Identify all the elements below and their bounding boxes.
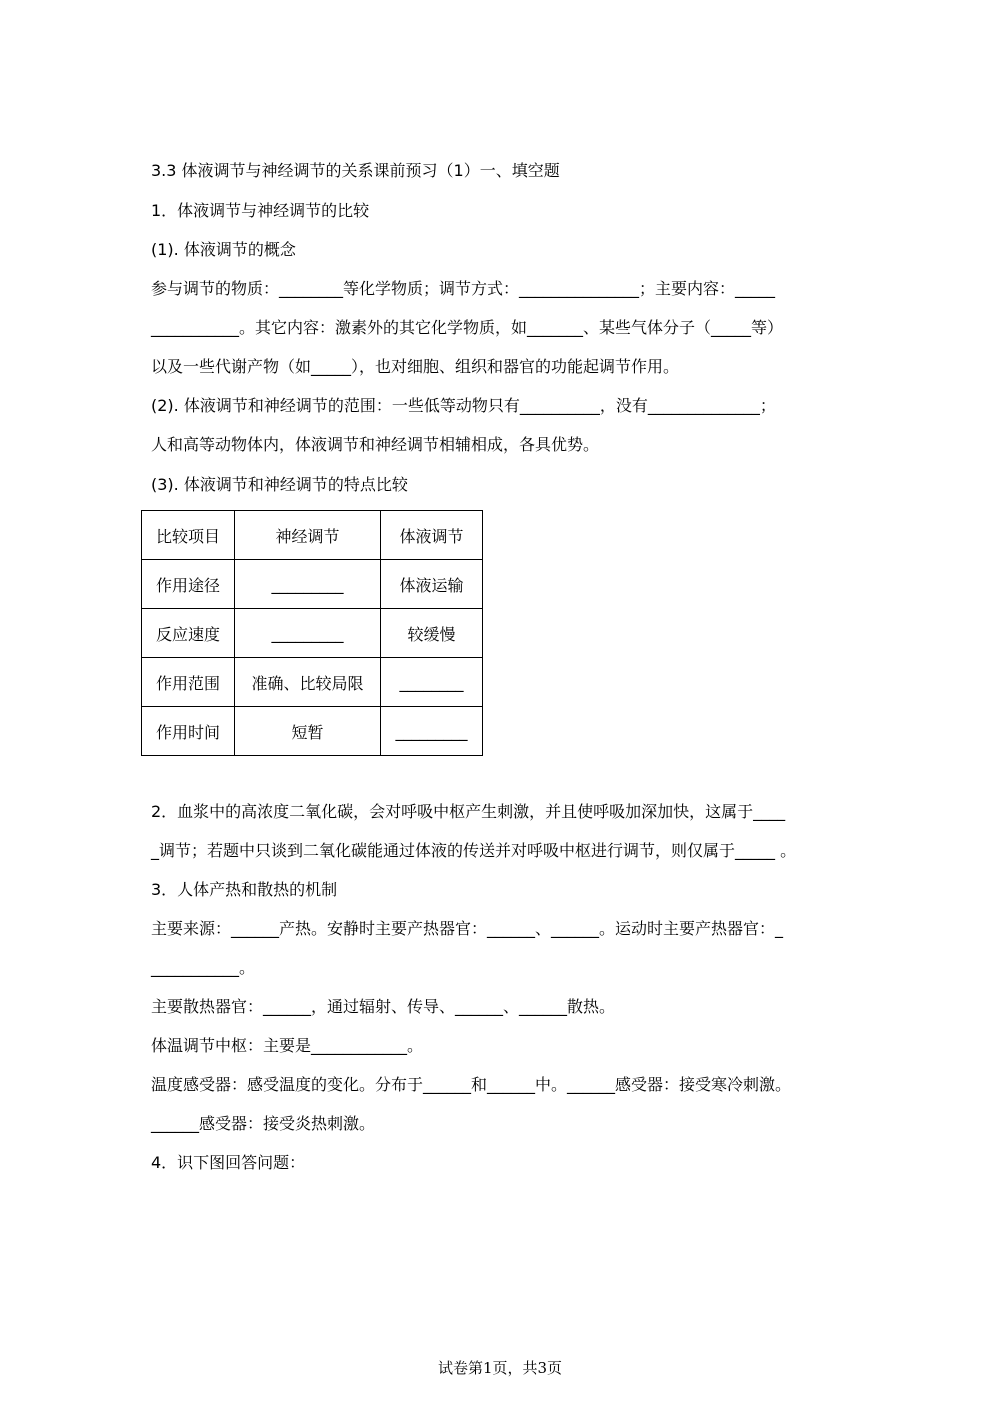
q2-line1: 2．血浆中的高浓度二氧化碳，会对呼吸中枢产生刺激，并且使呼吸加深加快，这属于____ [151, 802, 786, 821]
table-cell: 较缓慢 [381, 609, 483, 658]
comparison-table [141, 510, 483, 756]
table-row [142, 658, 483, 707]
q1-para-line1: 参与调节的物质：________等化学物质；调节方式：_______________；主要内容：_____ [151, 279, 776, 298]
q3-heading: 3．人体产热和散热的机制 [151, 880, 338, 899]
table-header-cell: 体液调节 [381, 511, 483, 560]
table-cell: _________ [235, 560, 381, 609]
q3-line5: 温度感受器：感受温度的变化。分布于______和______中。______感受器：接受寒冷刺激。 [151, 1075, 792, 1094]
q2-line2: _调节；若题中只谈到二氧化碳能通过体液的传送并对呼吸中枢进行调节，则仅属于_____ 。 [151, 841, 797, 860]
page-title: 3.3 体液调节与神经调节的关系课前预习（1）一、填空题 [151, 161, 560, 180]
q1-para-line3: 以及一些代谢产物（如_____），也对细胞、组织和器官的功能起调节作用。 [151, 357, 680, 376]
q3-line6: ______感受器：接受炎热刺激。 [151, 1114, 376, 1133]
q4-heading: 4．识下图回答问题： [151, 1153, 306, 1172]
q3-line2: ___________。 [151, 958, 256, 977]
q1-heading: 1．体液调节与神经调节的比较 [151, 201, 370, 220]
table-header-cell: 比较项目 [142, 511, 235, 560]
table-cell: 作用途径 [142, 560, 235, 609]
table-cell: 作用时间 [142, 707, 235, 756]
table-cell: 准确、比较局限 [235, 658, 381, 707]
table-cell: 体液运输 [381, 560, 483, 609]
table-row [142, 609, 483, 658]
q1-sub3: (3). 体液调节和神经调节的特点比较 [151, 475, 408, 494]
table-cell: 反应速度 [142, 609, 235, 658]
table-cell: _________ [381, 707, 483, 756]
q1-sub2-line2: 人和高等动物体内，体液调节和神经调节相辅相成，各具优势。 [151, 435, 600, 454]
table-cell: ________ [381, 658, 483, 707]
q3-line3: 主要散热器官：______，通过辐射、传导、______、______散热。 [151, 997, 616, 1016]
page-footer: 试卷第1页，共3页 [437, 1359, 563, 1377]
table-row [142, 560, 483, 609]
table-row [142, 707, 483, 756]
table-header-cell: 神经调节 [235, 511, 381, 560]
q1-sub1: (1). 体液调节的概念 [151, 240, 296, 259]
table-header-row [142, 511, 483, 560]
q3-line4: 体温调节中枢：主要是____________。 [151, 1036, 424, 1055]
q1-para-line2: ___________。其它内容：激素外的其它化学物质，如_______、某些气体分子（_____等） [151, 318, 784, 337]
table-cell: 作用范围 [142, 658, 235, 707]
table-cell: 短暂 [235, 707, 381, 756]
q1-sub2-line1: (2). 体液调节和神经调节的范围：一些低等动物只有__________，没有______________； [151, 396, 776, 415]
table-cell: _________ [235, 609, 381, 658]
q3-line1: 主要来源：______产热。安静时主要产热器官：______、______。运动时主要产热器官：_ [151, 919, 784, 938]
